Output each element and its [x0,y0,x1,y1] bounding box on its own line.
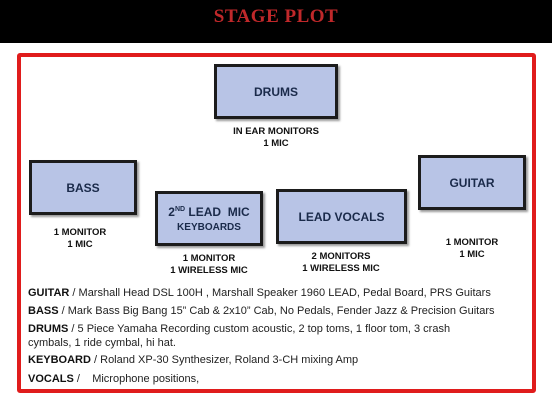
gear-vocals-text: Microphone positions, [92,373,200,385]
second-lead-mic-note [154,253,264,277]
second-lead-mic-label [168,205,249,219]
gear-drums-name: DRUMS [28,323,69,335]
lead-vocals-note [286,251,396,275]
drums-note [196,126,356,150]
gear-keyboard-name: KEYBOARD [28,354,91,366]
bass-note [30,227,130,251]
gear-keyboard-sep: / [90,354,101,366]
gear-bass [28,304,494,318]
gear-guitar [28,286,491,300]
gear-drums-sep: / [68,323,78,335]
second-lead-mic-note-line-2: 1 WIRELESS MIC [170,265,248,276]
bass-note-line-2: 1 MIC [67,239,93,250]
second-lead-mic-label-text: LEAD MIC [185,204,250,219]
gear-drums-text: 5 Piece Yamaha Recording custom acoustic, 2 top toms, 1 floor tom, 3 crash [77,323,451,335]
guitar-label: GUITAR [449,175,495,190]
lead-vocals-note-line-1: 2 MONITORS [311,251,371,262]
second-lead-mic-label-sup: ND [174,205,186,213]
guitar-position [418,155,526,210]
bass-note-line-1: 1 MONITOR [53,227,107,238]
second-lead-mic-note-line-1: 1 MONITOR [182,253,236,264]
lead-vocals-position [276,189,407,244]
gear-vocals [28,372,199,386]
page-title: STAGE PLOT [213,6,339,27]
guitar-note-line-1: 1 MONITOR [445,237,499,248]
gear-guitar-sep: / [69,287,79,299]
second-lead-mic-position [155,191,263,246]
gear-guitar-name: GUITAR [28,287,70,299]
bass-label: BASS [66,180,100,195]
lead-vocals-label: LEAD VOCALS [298,209,385,224]
gear-guitar-text: Marshall Head DSL 100H , Marshall Speaker 1960 LEAD, Pedal Board, PRS Guitars [78,287,491,299]
keyboards-label: KEYBOARDS [177,221,241,233]
gear-drums-text-2: cymbals, 1 ride cymbal, hi hat. [28,337,176,349]
gear-drums [28,322,450,350]
guitar-note [422,237,522,261]
drums-label: DRUMS [254,84,298,99]
guitar-note-line-2: 1 MIC [459,249,485,260]
lead-vocals-note-line-2: 1 WIRELESS MIC [302,263,380,274]
gear-keyboard-text: Roland XP-30 Synthesizer, Roland 3-CH mixing Amp [100,354,359,366]
drums-note-line-2: 1 MIC [263,138,289,149]
gear-keyboard [28,353,358,367]
gear-bass-name: BASS [28,305,59,317]
gear-bass-sep: / [58,305,68,317]
bass-position [29,160,137,215]
second-lead-mic-label-num: 2 [168,204,175,219]
gear-vocals-sep: / [73,373,93,385]
drums-position [214,64,338,119]
drums-note-line-1: IN EAR MONITORS [233,126,319,137]
gear-bass-text: Mark Bass Big Bang 15” Cab & 2x10” Cab, No Pedals, Fender Jazz & Precision Guitars [67,305,495,317]
gear-vocals-name: VOCALS [28,373,74,385]
